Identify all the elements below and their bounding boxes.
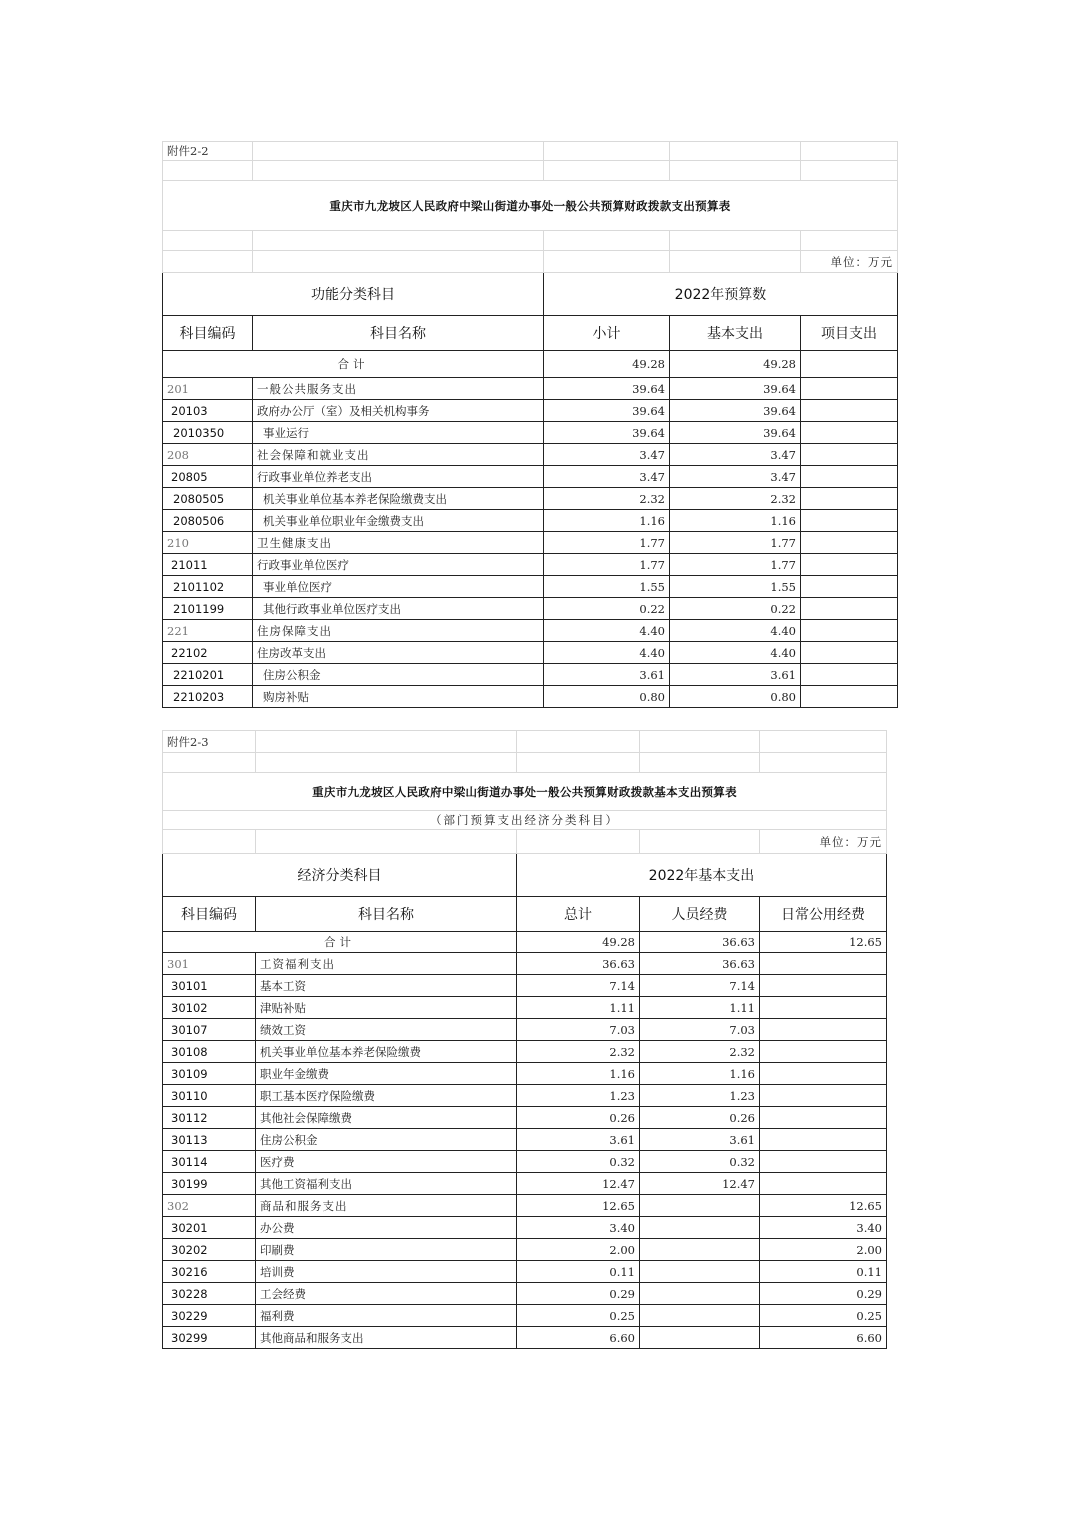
cell-personnel: 7.14	[640, 975, 760, 997]
cell-name: 社会保障和就业支出	[253, 444, 544, 466]
column-header-project: 项目支出	[801, 316, 898, 351]
table-row	[163, 664, 898, 686]
total-label: 合计	[163, 351, 544, 378]
cell-code: 302	[163, 1195, 256, 1217]
cell-name: 办公费	[256, 1217, 517, 1239]
table-row	[163, 1327, 887, 1349]
cell-name: 商品和服务支出	[256, 1195, 517, 1217]
cell-name: 其他商品和服务支出	[256, 1327, 517, 1349]
cell-subtotal: 3.47	[544, 444, 670, 466]
cell-basic: 1.77	[670, 532, 801, 554]
column-header-code: 科目编码	[163, 316, 253, 351]
cell-personnel	[640, 1305, 760, 1327]
cell-total: 0.29	[517, 1283, 640, 1305]
cell-project	[801, 554, 898, 576]
expenditure-budget-table	[162, 141, 898, 708]
table-row	[163, 620, 898, 642]
table-row	[163, 1107, 887, 1129]
column-header-total: 总计	[517, 897, 640, 932]
cell-name: 其他行政事业单位医疗支出	[253, 598, 544, 620]
cell-personnel	[640, 1283, 760, 1305]
cell-total: 12.47	[517, 1173, 640, 1195]
cell-code: 21011	[163, 554, 253, 576]
cell-name: 一般公共服务支出	[253, 378, 544, 400]
cell-code: 30110	[163, 1085, 256, 1107]
cell-name: 福利费	[256, 1305, 517, 1327]
cell-subtotal: 4.40	[544, 642, 670, 664]
cell-name: 住房公积金	[256, 1129, 517, 1151]
cell-code: 2080505	[163, 488, 253, 510]
table-title: 重庆市九龙坡区人民政府中梁山街道办事处一般公共预算财政拨款支出预算表	[163, 181, 898, 231]
table-row	[163, 422, 898, 444]
cell-public	[760, 975, 887, 997]
table-row	[163, 686, 898, 708]
cell-name: 医疗费	[256, 1151, 517, 1173]
cell-code: 30101	[163, 975, 256, 997]
total-label: 合计	[163, 932, 517, 953]
cell-personnel	[640, 1239, 760, 1261]
cell-name: 印刷费	[256, 1239, 517, 1261]
cell-public	[760, 997, 887, 1019]
cell-personnel	[640, 1217, 760, 1239]
cell-project	[801, 664, 898, 686]
cell-name: 绩效工资	[256, 1019, 517, 1041]
cell-code: 30202	[163, 1239, 256, 1261]
cell-project	[801, 686, 898, 708]
cell-name: 培训费	[256, 1261, 517, 1283]
cell-public	[760, 1151, 887, 1173]
unit-label: 单位：万元	[760, 830, 887, 854]
table-row	[163, 576, 898, 598]
cell-basic: 3.47	[670, 444, 801, 466]
table-row	[163, 953, 887, 975]
column-header-name: 科目名称	[253, 316, 544, 351]
cell-name: 购房补贴	[253, 686, 544, 708]
cell-basic: 4.40	[670, 642, 801, 664]
cell-total: 3.61	[517, 1129, 640, 1151]
cell-code: 20805	[163, 466, 253, 488]
table-row	[163, 1129, 887, 1151]
cell-code: 301	[163, 953, 256, 975]
cell-basic: 2.32	[670, 488, 801, 510]
cell-subtotal: 1.77	[544, 554, 670, 576]
cell-public: 12.65	[760, 1195, 887, 1217]
table-row	[163, 1151, 887, 1173]
cell-project	[801, 642, 898, 664]
cell-basic: 0.22	[670, 598, 801, 620]
total-basic: 49.28	[670, 351, 801, 378]
cell-personnel: 3.61	[640, 1129, 760, 1151]
cell-basic: 1.55	[670, 576, 801, 598]
cell-project	[801, 532, 898, 554]
cell-public	[760, 1129, 887, 1151]
cell-public	[760, 1019, 887, 1041]
table-row	[163, 510, 898, 532]
table-row	[163, 488, 898, 510]
cell-name: 政府办公厅（室）及相关机构事务	[253, 400, 544, 422]
cell-total: 0.11	[517, 1261, 640, 1283]
group-header-budget: 2022年预算数	[544, 273, 898, 316]
cell-basic: 1.16	[670, 510, 801, 532]
cell-personnel: 1.23	[640, 1085, 760, 1107]
cell-basic: 4.40	[670, 620, 801, 642]
cell-code: 30199	[163, 1173, 256, 1195]
cell-project	[801, 400, 898, 422]
table-row	[163, 1173, 887, 1195]
cell-code: 2101102	[163, 576, 253, 598]
cell-public: 6.60	[760, 1327, 887, 1349]
cell-total: 1.11	[517, 997, 640, 1019]
total-total: 49.28	[517, 932, 640, 953]
table-row	[163, 1305, 887, 1327]
cell-total: 2.00	[517, 1239, 640, 1261]
cell-name: 住房改革支出	[253, 642, 544, 664]
cell-code: 30108	[163, 1041, 256, 1063]
cell-code: 30201	[163, 1217, 256, 1239]
cell-project	[801, 422, 898, 444]
cell-project	[801, 466, 898, 488]
cell-project	[801, 378, 898, 400]
cell-code: 30229	[163, 1305, 256, 1327]
cell-code: 201	[163, 378, 253, 400]
total-row	[163, 932, 887, 953]
cell-name: 机关事业单位基本养老保险缴费	[256, 1041, 517, 1063]
cell-name: 津贴补贴	[256, 997, 517, 1019]
cell-personnel: 0.32	[640, 1151, 760, 1173]
table-row	[163, 1063, 887, 1085]
cell-project	[801, 620, 898, 642]
cell-project	[801, 598, 898, 620]
annex-label: 附件2-2	[163, 142, 253, 161]
cell-public: 0.11	[760, 1261, 887, 1283]
cell-name: 职业年金缴费	[256, 1063, 517, 1085]
table-row	[163, 532, 898, 554]
cell-name: 卫生健康支出	[253, 532, 544, 554]
cell-code: 30102	[163, 997, 256, 1019]
group-header-basic-expenditure: 2022年基本支出	[517, 854, 887, 897]
cell-code: 30216	[163, 1261, 256, 1283]
column-header-basic: 基本支出	[670, 316, 801, 351]
cell-total: 36.63	[517, 953, 640, 975]
cell-project	[801, 510, 898, 532]
cell-basic: 0.80	[670, 686, 801, 708]
cell-name: 工会经费	[256, 1283, 517, 1305]
cell-subtotal: 3.47	[544, 466, 670, 488]
cell-total: 12.65	[517, 1195, 640, 1217]
cell-name: 其他社会保障缴费	[256, 1107, 517, 1129]
cell-code: 30299	[163, 1327, 256, 1349]
cell-basic: 3.47	[670, 466, 801, 488]
cell-subtotal: 0.80	[544, 686, 670, 708]
table-row	[163, 975, 887, 997]
cell-project	[801, 576, 898, 598]
cell-code: 208	[163, 444, 253, 466]
group-header-function: 功能分类科目	[163, 273, 544, 316]
cell-personnel: 0.26	[640, 1107, 760, 1129]
table-row	[163, 378, 898, 400]
cell-total: 0.26	[517, 1107, 640, 1129]
cell-subtotal: 1.16	[544, 510, 670, 532]
cell-public	[760, 1063, 887, 1085]
total-row	[163, 351, 898, 378]
table-row	[163, 444, 898, 466]
group-header-economic: 经济分类科目	[163, 854, 517, 897]
cell-total: 0.25	[517, 1305, 640, 1327]
cell-public: 0.29	[760, 1283, 887, 1305]
cell-subtotal: 1.77	[544, 532, 670, 554]
cell-subtotal: 39.64	[544, 400, 670, 422]
total-public: 12.65	[760, 932, 887, 953]
cell-public	[760, 1041, 887, 1063]
cell-name: 机关事业单位基本养老保险缴费支出	[253, 488, 544, 510]
column-header-name: 科目名称	[256, 897, 517, 932]
cell-personnel: 1.16	[640, 1063, 760, 1085]
cell-public	[760, 1085, 887, 1107]
cell-personnel: 36.63	[640, 953, 760, 975]
cell-code: 2010350	[163, 422, 253, 444]
table-subtitle: （部门预算支出经济分类科目）	[163, 811, 887, 830]
cell-total: 1.16	[517, 1063, 640, 1085]
table-row	[163, 466, 898, 488]
table-row	[163, 598, 898, 620]
cell-name: 事业单位医疗	[253, 576, 544, 598]
cell-name: 行政事业单位医疗	[253, 554, 544, 576]
table-row	[163, 554, 898, 576]
cell-code: 30112	[163, 1107, 256, 1129]
cell-subtotal: 1.55	[544, 576, 670, 598]
table-row	[163, 1085, 887, 1107]
cell-code: 22102	[163, 642, 253, 664]
table-row	[163, 1195, 887, 1217]
cell-public: 3.40	[760, 1217, 887, 1239]
cell-code: 30228	[163, 1283, 256, 1305]
table-row	[163, 997, 887, 1019]
cell-total: 6.60	[517, 1327, 640, 1349]
cell-name: 行政事业单位养老支出	[253, 466, 544, 488]
cell-total: 2.32	[517, 1041, 640, 1063]
cell-code: 2210203	[163, 686, 253, 708]
cell-basic: 39.64	[670, 378, 801, 400]
total-personnel: 36.63	[640, 932, 760, 953]
cell-name: 工资福利支出	[256, 953, 517, 975]
table-row	[163, 1239, 887, 1261]
cell-code: 30113	[163, 1129, 256, 1151]
cell-basic: 39.64	[670, 400, 801, 422]
cell-code: 221	[163, 620, 253, 642]
cell-subtotal: 39.64	[544, 422, 670, 444]
cell-code: 30109	[163, 1063, 256, 1085]
total-subtotal: 49.28	[544, 351, 670, 378]
table-row	[163, 1283, 887, 1305]
cell-personnel	[640, 1195, 760, 1217]
cell-project	[801, 488, 898, 510]
basic-expenditure-budget-table	[162, 730, 887, 1349]
cell-name: 其他工资福利支出	[256, 1173, 517, 1195]
column-header-code: 科目编码	[163, 897, 256, 932]
cell-public: 0.25	[760, 1305, 887, 1327]
cell-personnel: 2.32	[640, 1041, 760, 1063]
table-row	[163, 1041, 887, 1063]
column-header-public: 日常公用经费	[760, 897, 887, 932]
total-project	[801, 351, 898, 378]
table-row	[163, 1019, 887, 1041]
cell-public	[760, 1107, 887, 1129]
cell-subtotal: 2.32	[544, 488, 670, 510]
cell-code: 210	[163, 532, 253, 554]
table-row	[163, 400, 898, 422]
column-header-subtotal: 小计	[544, 316, 670, 351]
cell-total: 0.32	[517, 1151, 640, 1173]
cell-personnel	[640, 1327, 760, 1349]
table-row	[163, 1261, 887, 1283]
table-title: 重庆市九龙坡区人民政府中梁山街道办事处一般公共预算财政拨款基本支出预算表	[163, 773, 887, 811]
cell-total: 1.23	[517, 1085, 640, 1107]
cell-name: 住房公积金	[253, 664, 544, 686]
cell-personnel: 12.47	[640, 1173, 760, 1195]
cell-subtotal: 4.40	[544, 620, 670, 642]
cell-project	[801, 444, 898, 466]
cell-total: 3.40	[517, 1217, 640, 1239]
cell-name: 事业运行	[253, 422, 544, 444]
cell-subtotal: 39.64	[544, 378, 670, 400]
cell-total: 7.03	[517, 1019, 640, 1041]
cell-basic: 39.64	[670, 422, 801, 444]
cell-personnel: 1.11	[640, 997, 760, 1019]
cell-code: 30107	[163, 1019, 256, 1041]
cell-name: 职工基本医疗保险缴费	[256, 1085, 517, 1107]
cell-code: 20103	[163, 400, 253, 422]
table-row	[163, 642, 898, 664]
unit-label: 单位：万元	[801, 251, 898, 273]
cell-total: 7.14	[517, 975, 640, 997]
cell-code: 30114	[163, 1151, 256, 1173]
cell-name: 机关事业单位职业年金缴费支出	[253, 510, 544, 532]
cell-basic: 1.77	[670, 554, 801, 576]
cell-code: 2101199	[163, 598, 253, 620]
annex-label: 附件2-3	[163, 731, 256, 753]
cell-name: 基本工资	[256, 975, 517, 997]
column-header-personnel: 人员经费	[640, 897, 760, 932]
cell-personnel	[640, 1261, 760, 1283]
cell-name: 住房保障支出	[253, 620, 544, 642]
cell-public: 2.00	[760, 1239, 887, 1261]
table-row	[163, 1217, 887, 1239]
cell-code: 2080506	[163, 510, 253, 532]
cell-public	[760, 953, 887, 975]
cell-personnel: 7.03	[640, 1019, 760, 1041]
cell-basic: 3.61	[670, 664, 801, 686]
cell-subtotal: 3.61	[544, 664, 670, 686]
cell-subtotal: 0.22	[544, 598, 670, 620]
cell-code: 2210201	[163, 664, 253, 686]
cell-public	[760, 1173, 887, 1195]
